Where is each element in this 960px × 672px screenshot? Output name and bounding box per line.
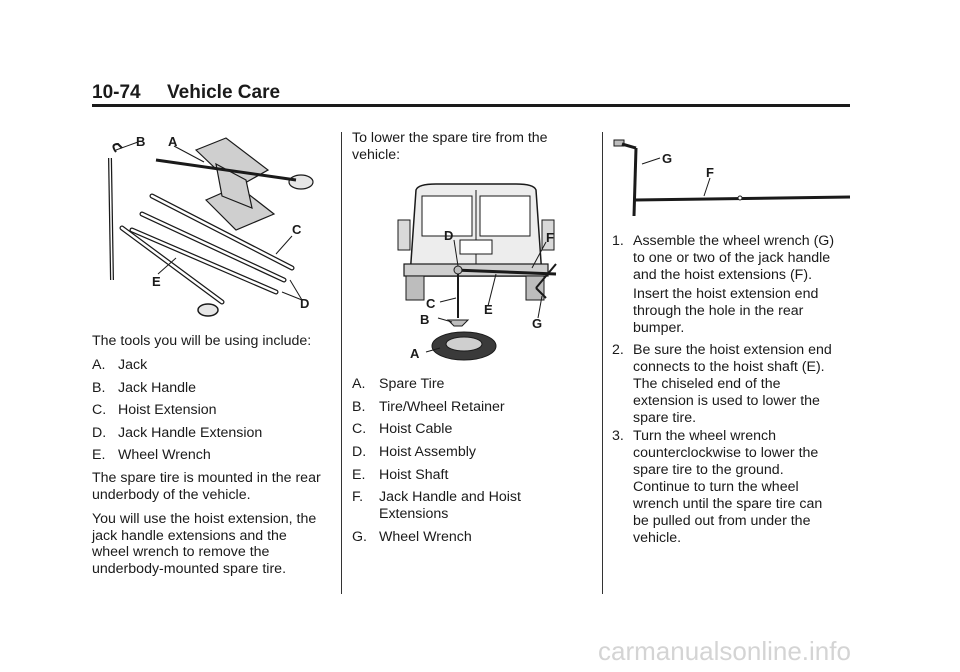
- page-header: [92, 80, 850, 108]
- fig2-callout-e: E: [484, 302, 493, 317]
- tools-intro: The tools you will be using include:: [92, 333, 312, 349]
- part-item: G. Wheel Wrench: [352, 529, 472, 545]
- tool-item: E. Wheel Wrench: [92, 447, 211, 463]
- part-item: D. Hoist Assembly: [352, 444, 476, 460]
- para-use-line: jack handle extensions and the: [92, 528, 287, 544]
- tool-item: C. Hoist Extension: [92, 402, 217, 418]
- fig2-callout-c: C: [426, 296, 436, 311]
- lower-intro-line: To lower the spare tire from the: [352, 130, 548, 146]
- header-rule: [92, 104, 850, 107]
- fig3-callout-g: G: [662, 151, 673, 166]
- van-hoist-figure: [396, 180, 576, 365]
- step-3: 3. Turn the wheel wrench counterclockwise to lower the spare tire to the ground. Continue to turn the wheel wrench until the spare tire can be pulled out from under the vehicle.: [612, 428, 823, 546]
- part-item: F. Jack Handle and Hoist Extensions: [352, 489, 521, 522]
- fig2-callout-b: B: [420, 312, 430, 327]
- fig1-callout-c: C: [292, 222, 302, 237]
- jack-tools-figure: [96, 130, 332, 320]
- fig1-callout-e: E: [152, 274, 161, 289]
- page-title: [92, 82, 280, 104]
- step-2: 2. Be sure the hoist extension end connects to the hoist shaft (E). The chiseled end of the extension is used to lower the spare tire.: [612, 342, 832, 426]
- para-use-line: You will use the hoist extension, the: [92, 511, 317, 527]
- para-mounted-line: underbody of the vehicle.: [92, 487, 251, 503]
- fig2-callout-f: F: [546, 230, 554, 245]
- fig1-callout-b: B: [136, 134, 146, 149]
- lower-intro-line: vehicle:: [352, 147, 401, 163]
- tool-item: B. Jack Handle: [92, 380, 197, 396]
- part-item: E. Hoist Shaft: [352, 467, 449, 483]
- column-divider-2: [602, 132, 603, 594]
- column-divider-1: [341, 132, 342, 594]
- step-1: 1. Assemble the wheel wrench (G) to one or two of the jack handle and the hoist extensions (F).: [612, 233, 835, 283]
- para-mounted-line: The spare tire is mounted in the rear: [92, 470, 321, 486]
- part-item: B. Tire/Wheel Retainer: [352, 399, 505, 415]
- fig1-callout-d: D: [300, 296, 310, 311]
- watermark: carmanualsonline.info: [598, 636, 851, 666]
- part-item: C. Hoist Cable: [352, 421, 453, 437]
- fig2-callout-d: D: [444, 228, 454, 243]
- page-number: 10-74: [92, 82, 141, 103]
- para-use-line: underbody-mounted spare tire.: [92, 561, 287, 577]
- tool-item: A. Jack: [92, 357, 148, 373]
- step-1-continued: Insert the hoist extension end through the hole in the rear bumper.: [633, 286, 819, 336]
- part-item: A. Spare Tire: [352, 376, 445, 392]
- tool-item: D. Jack Handle Extension: [92, 425, 263, 441]
- fig1-callout-a: A: [168, 134, 178, 149]
- para-use-line: wheel wrench to remove the: [92, 544, 270, 560]
- wrench-extension-figure: [612, 134, 854, 224]
- fig2-callout-g: G: [532, 316, 543, 331]
- fig3-callout-f: F: [706, 165, 714, 180]
- section-title: Vehicle Care: [167, 82, 281, 103]
- fig2-callout-a: A: [410, 346, 420, 361]
